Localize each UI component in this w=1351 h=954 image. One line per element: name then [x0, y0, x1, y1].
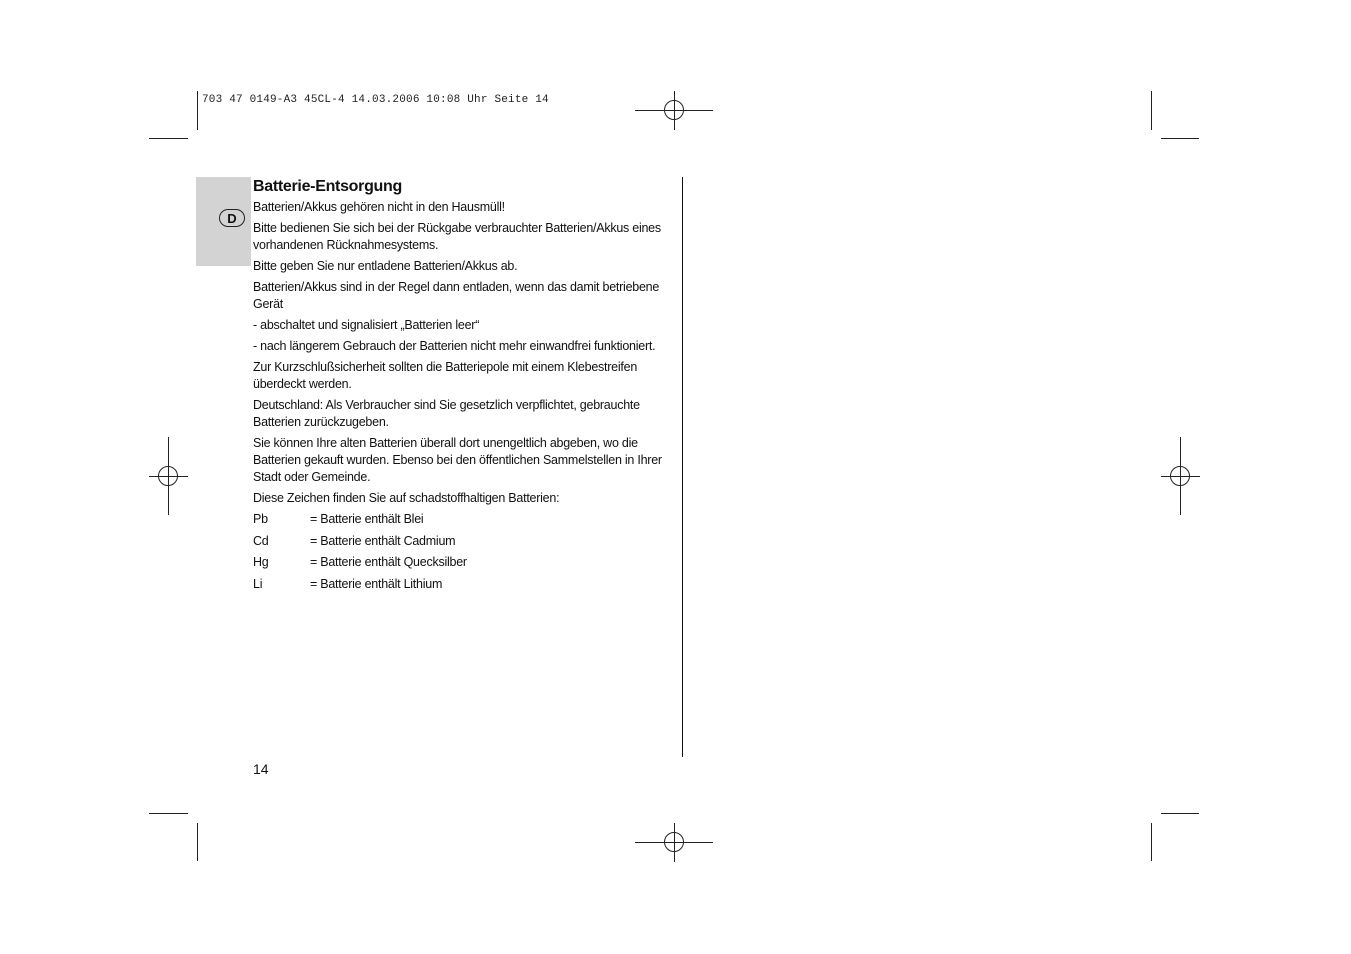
crop-mark [197, 823, 198, 861]
crop-mark [1151, 823, 1152, 861]
paragraph: Bitte geben Sie nur entladene Batterien/Akkus ab. [253, 259, 518, 273]
symbol-row [253, 576, 679, 593]
paragraph: Diese Zeichen finden Sie auf schadstoffhaltigen Batterien: [253, 491, 560, 505]
paragraph: Zur Kurzschlußsicherheit sollten die Batteriepole mit einem Klebestreifen überdeckt werden. [253, 360, 638, 391]
paragraph: Sie können Ihre alten Batterien überall dort unengeltlich abgeben, wo die Batterien gekauft wurden. Ebenso bei den öffentlichen Sammelstellen in Ihrer Stadt oder Gemeinde. [253, 436, 662, 484]
paragraph: Bitte bedienen Sie sich bei der Rückgabe verbrauchter Batterien/Akkus eines vorhandenen Rücknahmesystems. [253, 221, 661, 252]
paragraph: Batterien/Akkus sind in der Regel dann entladen, wenn das damit betriebene Gerät [253, 280, 660, 311]
page-number: 14 [253, 761, 269, 777]
symbol-meaning: = Batterie enthält Quecksilber [310, 555, 467, 569]
symbol-meaning: = Batterie enthält Blei [310, 512, 424, 526]
symbol-code: Pb [253, 512, 268, 526]
symbol-meaning: = Batterie enthält Lithium [310, 576, 443, 591]
language-badge: D [219, 209, 245, 227]
paragraph: - abschaltet und signalisiert „Batterien leer“ [253, 318, 480, 332]
registration-mark-left [149, 437, 188, 515]
column-divider [682, 177, 683, 757]
registration-mark-top [635, 91, 713, 130]
paragraph: Batterien/Akkus gehören nicht in den Hausmüll! [253, 200, 505, 214]
crop-mark [149, 813, 188, 814]
section-content [253, 176, 679, 597]
crop-mark [1161, 813, 1199, 814]
section-title: Batterie-Entsorgung [253, 178, 402, 195]
print-slug: 703 47 0149-A3 45CL-4 14.03.2006 10:08 Uhr Seite 14 [202, 94, 549, 106]
symbol-code: Cd [253, 533, 269, 548]
symbol-code: Li [253, 576, 263, 591]
crop-mark [1151, 91, 1152, 130]
crop-mark [1161, 138, 1199, 139]
registration-mark-right [1161, 437, 1200, 515]
registration-mark-bottom [635, 823, 713, 862]
symbol-row [253, 511, 679, 528]
paragraph: Deutschland: Als Verbraucher sind Sie gesetzlich verpflichtet, gebrauchte Batterien zurückzugeben. [253, 398, 640, 429]
symbol-meaning: = Batterie enthält Cadmium [310, 533, 456, 548]
paragraph: - nach längerem Gebrauch der Batterien nicht mehr einwandfrei funktioniert. [253, 339, 656, 353]
symbol-code: Hg [253, 555, 269, 569]
crop-mark [149, 138, 188, 139]
symbol-row [253, 554, 679, 571]
crop-mark [197, 91, 198, 130]
symbol-row [253, 533, 679, 550]
